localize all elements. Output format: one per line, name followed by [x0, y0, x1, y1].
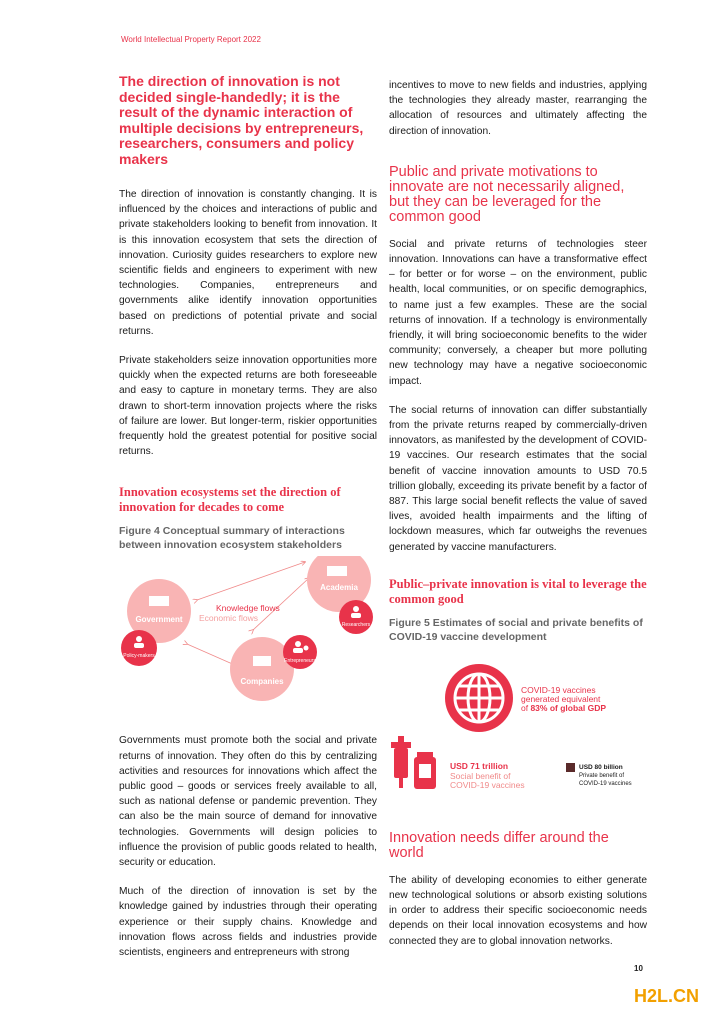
knowledge-flows-label: Knowledge flows — [216, 603, 280, 614]
paragraph: Social and private returns of technologies steer innovation. Innovations can have a transformative effect – for better or for worse – on the environment, public health, local communities, or on specific demographics, to name just a few examples. These are the social returns of innovation. If a technology is environmentally friendly, it will bring socioeconomic benefits to the wider community; conversely, a cheaper but more polluting new technology may have a negative socioeconomic impact. — [389, 238, 647, 387]
benefits-figure — [389, 648, 647, 803]
section-heading: Public–private innovation is vital to leverage the common good — [389, 576, 647, 606]
researchers-label: Researchers — [341, 622, 371, 629]
paragraph: Governments must promote both the social and private returns of innovation. They often do this by centralizing activities and resources for innovations which affect the public good – goods or services freely available to all, such as national defense or pandemic prevention. They can also be the main source of demand for innovative technologies. Governments will design policies to influence the provision of public goods related to health, security or education. — [119, 735, 377, 869]
vial-label-icon — [419, 764, 431, 778]
social-benefit-value: USD 71 trillion — [450, 760, 509, 771]
section-heading: Innovation needs differ around the world — [389, 829, 609, 861]
companies-label: Companies — [240, 677, 284, 687]
private-benefit-square-icon — [566, 763, 575, 772]
figure-caption: Figure 4 Conceptual summary of interactions between innovation ecosystem stakeholders — [119, 525, 345, 552]
academia-label: Academia — [320, 583, 358, 593]
globe-icon — [445, 664, 513, 732]
section-heading: Innovation ecosystems set the direction of innovation for decades to come — [119, 485, 341, 515]
watermark: H2L.CN — [634, 986, 700, 1006]
paragraph: Much of the direction of innovation is set by the knowledge gained by industries through their operating experience or their supply chains. Knowledge and innovation flows across fields and industries provide scientists, engineers and entrepreneurs with strong — [119, 886, 377, 959]
building-icon — [149, 596, 169, 606]
arrow-gov-companies — [187, 644, 237, 666]
paragraph: The social returns of innovation can differ substantially from the private returns reaped by commercially-driven innovators, as manifested by the development of COVID-19 vaccines. Our research estimates that the social benefit of vaccine innovation amounts to USD 70.5 trillion globally, exceeding its private benefit by a factor of 887. This large social benefit reflects the value of saved lives, avoided health impairments and the lifting of lockdown measures, which far outweighs the revenues generated by vaccine manufacturers. — [389, 404, 647, 553]
private-benefit-label-2: COVID-19 vaccines — [579, 780, 632, 787]
government-label: Government — [135, 615, 183, 625]
ecosystem-diagram-svg — [119, 556, 377, 711]
paragraph: incentives to move to new fields and industries, applying the technologies they already master, rearranging the allocation of resources and ultimately affecting the direction of innovation. — [389, 80, 647, 137]
globe-text-1: COVID-19 vaccines — [521, 684, 596, 695]
entrepreneurs-label: Entrepreneurs — [284, 658, 316, 665]
globe-text-3: of 83% of global GDP — [521, 702, 607, 713]
pull-quote: The direction of innovation is not decided single-handedly; it is the result of the dynamic interaction of multiple decisions by entrepreneurs, researchers, consumers and policy makers — [119, 73, 364, 167]
vaccine-icon — [391, 736, 436, 789]
paragraph: The direction of innovation is constantly changing. It is influenced by the choices and interactions of public and private stakeholders looking to benefit from innovation. It is this innovation ecosystem that sets the direction of innovation. Curiosity guides researchers to explore new scientific fields and engineers to experiment with new technologies. Companies, entrepreneurs and governments alike identify innovation opportunities based on predictions of potential private and social returns. — [119, 189, 377, 337]
private-benefit-label-1: Private benefit of — [579, 772, 625, 779]
policymakers-label: Policy-makers — [123, 653, 155, 660]
section-heading: Public and private motivations to innovate are not necessarily aligned, but they can be leveraged for the common good — [389, 163, 625, 225]
social-benefit-label-1: Social benefit of — [450, 770, 511, 781]
economic-flows-label: Economic flows — [199, 613, 259, 624]
private-benefit-value: USD 80 billion — [579, 763, 623, 771]
globe-text-2: generated equivalent — [521, 693, 601, 704]
factory-icon — [253, 656, 271, 666]
right-column — [389, 78, 647, 963]
arrow-gov-academia — [197, 562, 305, 600]
school-icon — [327, 566, 347, 576]
figure-caption: Figure 5 Estimates of social and private benefits of COVID-19 vaccine development — [389, 616, 643, 643]
left-column — [119, 74, 377, 974]
social-benefit-label-2: COVID-19 vaccines — [450, 779, 525, 790]
benefits-figure-svg — [389, 648, 647, 803]
report-header: World Intellectual Property Report 2022 — [121, 35, 261, 44]
page-number: 10 — [634, 964, 643, 973]
ecosystem-diagram — [119, 556, 377, 711]
paragraph: Private stakeholders seize innovation opportunities more quickly when the expected returns are both foreseeable and easy to capture in monetary terms. They are also drawn to short-term innovation projects where the risks of failure are lower. But longer-term, riskier opportunities frequently hold the greatest potential for positive social returns. — [119, 355, 377, 458]
paragraph: The ability of developing economies to either generate new technological solutions or absorb existing solutions in order to address their specific socioeconomic needs depends on their local innovation ecosystems and how connected they are to global innovation networks. — [389, 874, 647, 947]
